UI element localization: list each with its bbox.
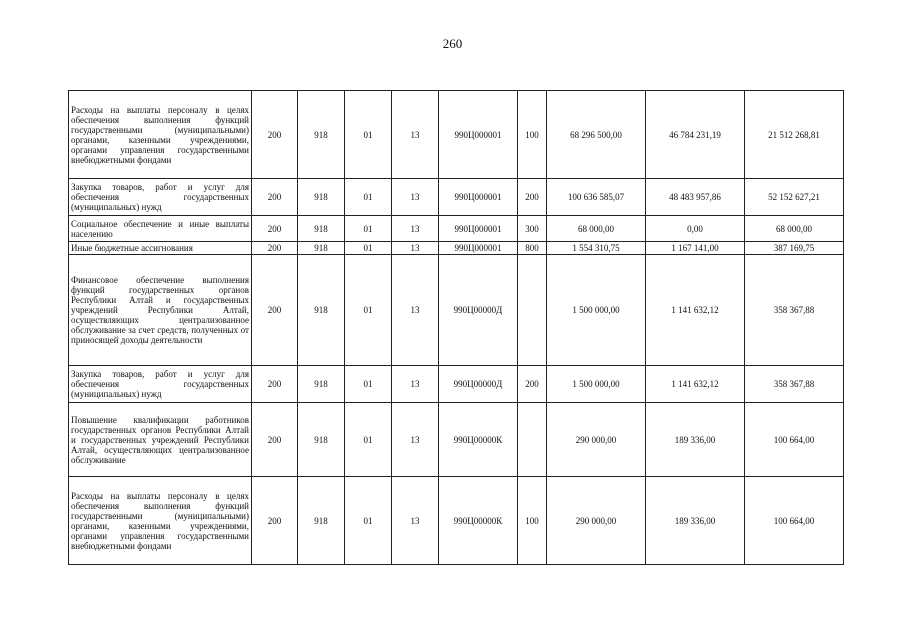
cell-code: 918 [298, 179, 345, 216]
cell-grbs: 200 [252, 403, 298, 477]
cell-grbs: 200 [252, 366, 298, 403]
cell-fact: 0,00 [646, 216, 745, 242]
cell-fact: 1 141 632,12 [646, 366, 745, 403]
cell-rest: 358 367,88 [745, 366, 844, 403]
cell-code: 918 [298, 91, 345, 179]
cell-name: Социальное обеспечение и иные выплаты населению [69, 216, 252, 242]
cell-rz: 01 [345, 179, 392, 216]
cell-code: 918 [298, 242, 345, 255]
budget-table [68, 90, 844, 565]
cell-vr: 100 [518, 91, 547, 179]
cell-rz: 01 [345, 91, 392, 179]
cell-pr: 13 [392, 255, 439, 366]
cell-vr: 200 [518, 366, 547, 403]
cell-pr: 13 [392, 366, 439, 403]
table-row [69, 216, 844, 242]
cell-rest: 68 000,00 [745, 216, 844, 242]
cell-code: 918 [298, 403, 345, 477]
cell-rest: 52 152 627,21 [745, 179, 844, 216]
cell-csr: 990Ц000001 [439, 91, 518, 179]
cell-plan: 68 296 500,00 [547, 91, 646, 179]
cell-vr: 300 [518, 216, 547, 242]
cell-grbs: 200 [252, 216, 298, 242]
table-row [69, 403, 844, 477]
cell-pr: 13 [392, 91, 439, 179]
cell-plan: 1 500 000,00 [547, 366, 646, 403]
cell-vr: 200 [518, 179, 547, 216]
cell-name: Расходы на выплаты персоналу в целях обеспечения выполнения функций государственными (муниципальными) органами, казенными учреждениями, органами управления государственными внебюджетными фондами [69, 91, 252, 179]
cell-plan: 1 554 310,75 [547, 242, 646, 255]
cell-pr: 13 [392, 477, 439, 565]
cell-name: Иные бюджетные ассигнования [69, 242, 252, 255]
cell-rest: 21 512 268,81 [745, 91, 844, 179]
cell-name: Расходы на выплаты персоналу в целях обеспечения выполнения функций государственными (муниципальными) органами, казенными учреждениями, органами управления государственными внебюджетными фондами [69, 477, 252, 565]
cell-pr: 13 [392, 179, 439, 216]
table-row [69, 179, 844, 216]
cell-plan: 1 500 000,00 [547, 255, 646, 366]
cell-plan: 68 000,00 [547, 216, 646, 242]
cell-grbs: 200 [252, 477, 298, 565]
cell-csr: 990Ц00000Д [439, 366, 518, 403]
cell-pr: 13 [392, 242, 439, 255]
cell-plan: 290 000,00 [547, 477, 646, 565]
cell-rz: 01 [345, 403, 392, 477]
cell-fact: 189 336,00 [646, 403, 745, 477]
cell-code: 918 [298, 216, 345, 242]
budget-table-body [69, 91, 844, 565]
cell-csr: 990Ц000001 [439, 216, 518, 242]
cell-vr: 100 [518, 477, 547, 565]
cell-pr: 13 [392, 216, 439, 242]
cell-plan: 290 000,00 [547, 403, 646, 477]
cell-pr: 13 [392, 403, 439, 477]
cell-grbs: 200 [252, 91, 298, 179]
cell-name: Финансовое обеспечение выполнения функций государственных органов Республики Алтай и государственных учреждений Республики Алтай, осуществляющих централизованное обслуживание за счет средств, полученных от приносящей доходы деятельности [69, 255, 252, 366]
cell-vr [518, 403, 547, 477]
cell-rz: 01 [345, 216, 392, 242]
cell-vr [518, 255, 547, 366]
cell-rz: 01 [345, 477, 392, 565]
cell-rest: 100 664,00 [745, 477, 844, 565]
cell-fact: 48 483 957,86 [646, 179, 745, 216]
cell-rest: 387 169,75 [745, 242, 844, 255]
cell-rz: 01 [345, 366, 392, 403]
cell-name: Закупка товаров, работ и услуг для обеспечения государственных (муниципальных) нужд [69, 366, 252, 403]
cell-fact: 1 167 141,00 [646, 242, 745, 255]
table-row [69, 366, 844, 403]
table-row [69, 242, 844, 255]
cell-grbs: 200 [252, 255, 298, 366]
cell-code: 918 [298, 366, 345, 403]
cell-plan: 100 636 585,07 [547, 179, 646, 216]
cell-rest: 358 367,88 [745, 255, 844, 366]
cell-vr: 800 [518, 242, 547, 255]
cell-name: Закупка товаров, работ и услуг для обеспечения государственных (муниципальных) нужд [69, 179, 252, 216]
cell-rest: 100 664,00 [745, 403, 844, 477]
table-row [69, 255, 844, 366]
cell-code: 918 [298, 255, 345, 366]
cell-csr: 990Ц00000К [439, 477, 518, 565]
cell-csr: 990Ц000001 [439, 179, 518, 216]
cell-fact: 46 784 231,19 [646, 91, 745, 179]
cell-name: Повышение квалификации работников государственных органов Республики Алтай и государственных учреждений Республики Алтай, осуществляющих централизованное обслуживание [69, 403, 252, 477]
cell-csr: 990Ц000001 [439, 242, 518, 255]
cell-grbs: 200 [252, 179, 298, 216]
cell-grbs: 200 [252, 242, 298, 255]
page-number: 260 [442, 36, 463, 51]
cell-fact: 1 141 632,12 [646, 255, 745, 366]
cell-csr: 990Ц00000Д [439, 255, 518, 366]
cell-rz: 01 [345, 242, 392, 255]
cell-fact: 189 336,00 [646, 477, 745, 565]
cell-rz: 01 [345, 255, 392, 366]
cell-code: 918 [298, 477, 345, 565]
table-row [69, 91, 844, 179]
cell-csr: 990Ц00000К [439, 403, 518, 477]
table-row [69, 477, 844, 565]
